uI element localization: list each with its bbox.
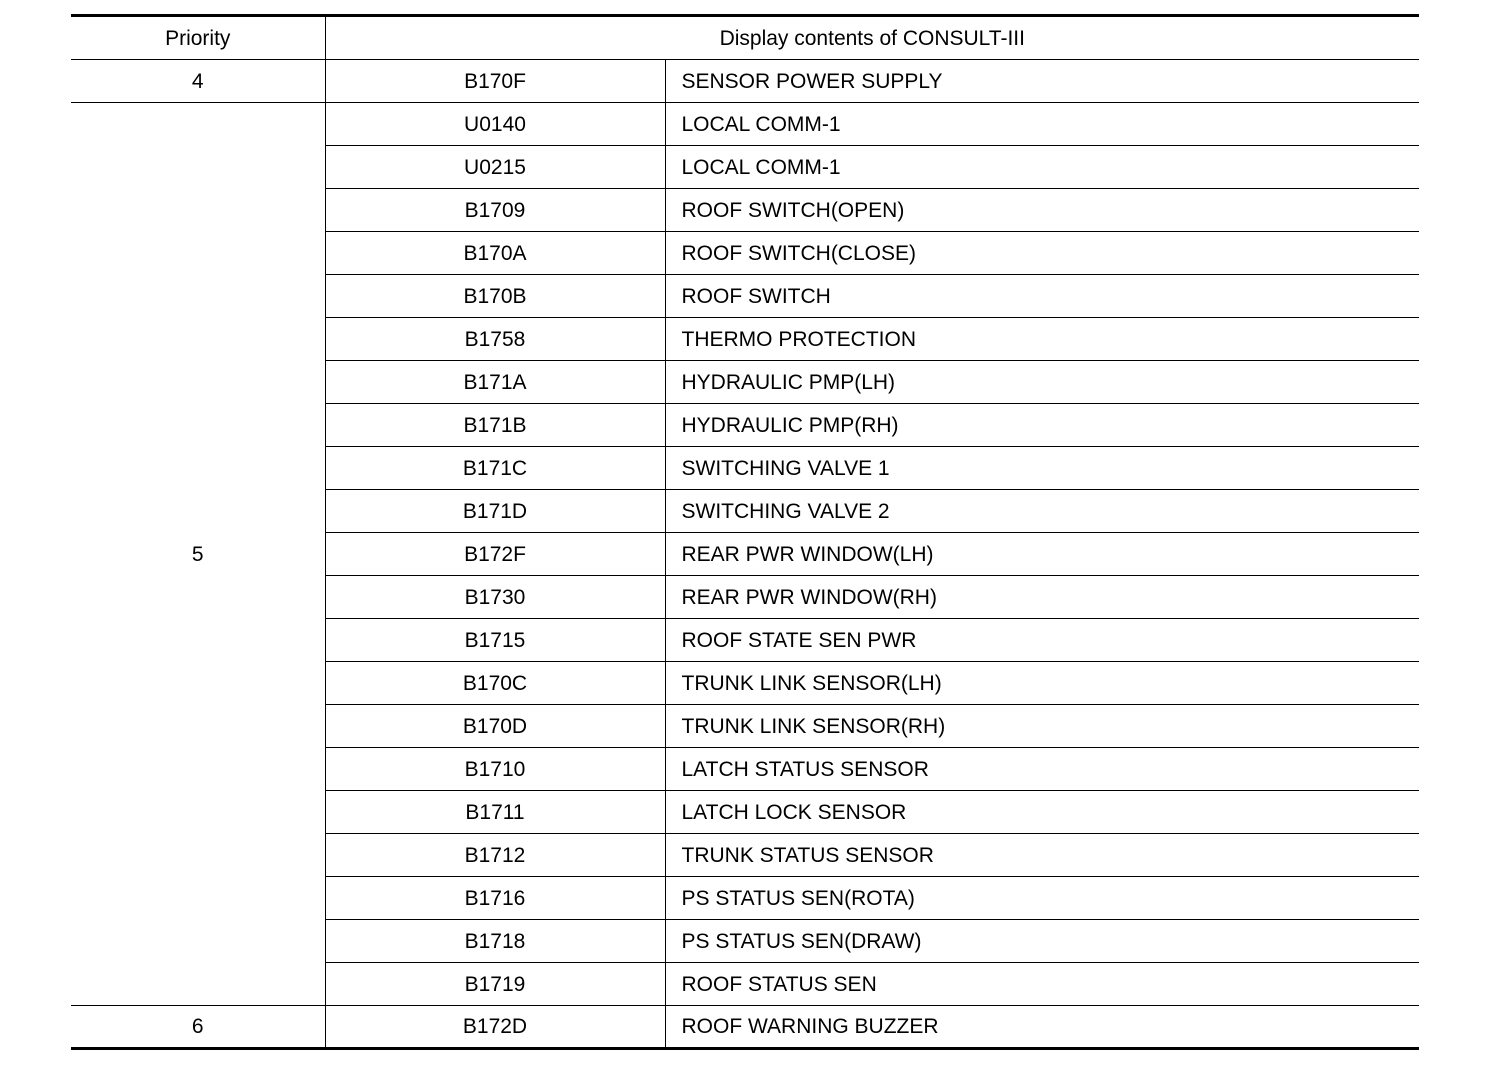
dtc-code-cell: B171D <box>325 490 665 533</box>
priority-cell: 6 <box>71 1006 325 1049</box>
dtc-code-cell: U0215 <box>325 146 665 189</box>
dtc-code-cell: B172F <box>325 533 665 576</box>
dtc-code-cell: B1716 <box>325 877 665 920</box>
dtc-description-cell: LATCH LOCK SENSOR <box>665 791 1419 834</box>
dtc-code-cell: B170C <box>325 662 665 705</box>
dtc-description-cell: SWITCHING VALVE 2 <box>665 490 1419 533</box>
priority-column-header: Priority <box>71 16 325 60</box>
table-header <box>71 16 1419 60</box>
dtc-code-cell: B170A <box>325 232 665 275</box>
dtc-code-cell: B171B <box>325 404 665 447</box>
dtc-code-cell: B170D <box>325 705 665 748</box>
dtc-code-cell: B1712 <box>325 834 665 877</box>
dtc-description-cell: PS STATUS SEN(ROTA) <box>665 877 1419 920</box>
dtc-description-cell: PS STATUS SEN(DRAW) <box>665 920 1419 963</box>
table-row <box>71 1006 1419 1049</box>
dtc-description-cell: THERMO PROTECTION <box>665 318 1419 361</box>
dtc-description-cell: LOCAL COMM-1 <box>665 146 1419 189</box>
table-row <box>71 60 1419 103</box>
display-contents-column-header: Display contents of CONSULT-III <box>325 16 1419 60</box>
dtc-description-cell: HYDRAULIC PMP(LH) <box>665 361 1419 404</box>
dtc-code-cell: B1711 <box>325 791 665 834</box>
dtc-description-cell: ROOF SWITCH(OPEN) <box>665 189 1419 232</box>
dtc-description-cell: ROOF STATE SEN PWR <box>665 619 1419 662</box>
dtc-code-cell: B171C <box>325 447 665 490</box>
dtc-description-cell: ROOF STATUS SEN <box>665 963 1419 1006</box>
dtc-code-cell: B170B <box>325 275 665 318</box>
dtc-description-cell: TRUNK LINK SENSOR(LH) <box>665 662 1419 705</box>
dtc-description-cell: REAR PWR WINDOW(LH) <box>665 533 1419 576</box>
priority-cell: 4 <box>71 60 325 103</box>
dtc-code-cell: B172D <box>325 1006 665 1049</box>
dtc-description-cell: HYDRAULIC PMP(RH) <box>665 404 1419 447</box>
dtc-code-cell: U0140 <box>325 103 665 146</box>
dtc-description-cell: ROOF SWITCH <box>665 275 1419 318</box>
dtc-code-cell: B171A <box>325 361 665 404</box>
dtc-priority-table <box>71 14 1419 1050</box>
dtc-code-cell: B1730 <box>325 576 665 619</box>
dtc-description-cell: TRUNK LINK SENSOR(RH) <box>665 705 1419 748</box>
dtc-description-cell: ROOF WARNING BUZZER <box>665 1006 1419 1049</box>
dtc-code-cell: B170F <box>325 60 665 103</box>
dtc-description-cell: SENSOR POWER SUPPLY <box>665 60 1419 103</box>
dtc-code-cell: B1715 <box>325 619 665 662</box>
table-body <box>71 60 1419 1049</box>
dtc-code-cell: B1710 <box>325 748 665 791</box>
dtc-description-cell: ROOF SWITCH(CLOSE) <box>665 232 1419 275</box>
dtc-code-cell: B1719 <box>325 963 665 1006</box>
dtc-code-cell: B1709 <box>325 189 665 232</box>
dtc-description-cell: REAR PWR WINDOW(RH) <box>665 576 1419 619</box>
header-row <box>71 16 1419 60</box>
table-row <box>71 103 1419 146</box>
dtc-description-cell: SWITCHING VALVE 1 <box>665 447 1419 490</box>
dtc-description-cell: LOCAL COMM-1 <box>665 103 1419 146</box>
dtc-description-cell: TRUNK STATUS SENSOR <box>665 834 1419 877</box>
priority-cell: 5 <box>71 103 325 1006</box>
dtc-description-cell: LATCH STATUS SENSOR <box>665 748 1419 791</box>
dtc-code-cell: B1758 <box>325 318 665 361</box>
dtc-code-cell: B1718 <box>325 920 665 963</box>
